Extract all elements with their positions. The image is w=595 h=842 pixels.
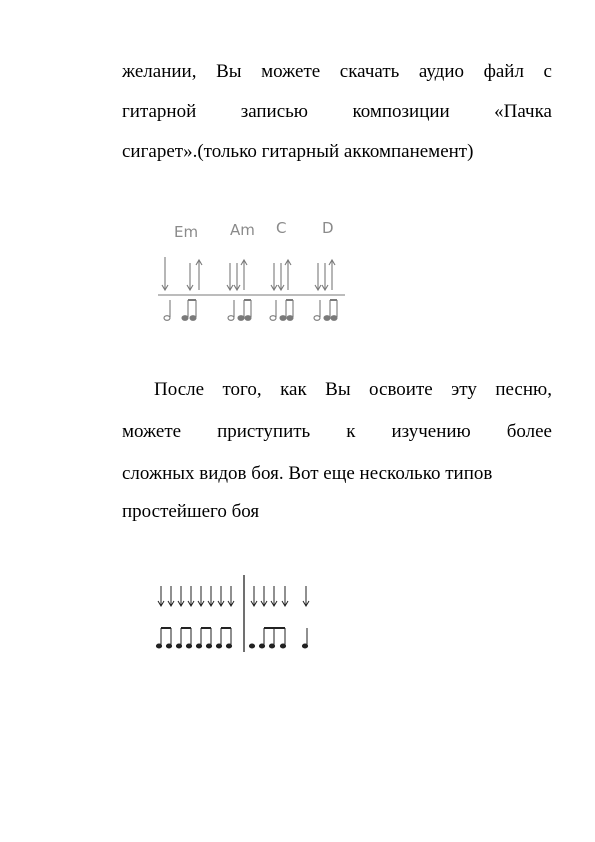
word: с — [543, 61, 552, 82]
word: После — [154, 379, 205, 400]
paragraph-2-line-4: простейшего боя — [122, 501, 260, 522]
word: освоите — [369, 379, 433, 400]
chord-label-am: Am — [230, 221, 255, 239]
word: «Пачка — [494, 101, 552, 122]
chord-label-em: Em — [174, 223, 199, 241]
paragraph-1-line-1 — [122, 60, 552, 84]
strumming-pattern-figure-2 — [150, 570, 320, 660]
word: к — [346, 421, 356, 442]
rhythm-notes — [164, 300, 337, 320]
word: записью — [240, 101, 309, 122]
paragraph-2-line-3: сложных видов боя. Вот еще несколько типов — [122, 463, 493, 484]
word: изучению — [391, 421, 471, 442]
word: Вы — [325, 379, 351, 400]
word: композиции — [352, 101, 450, 122]
word: файл — [483, 61, 524, 82]
paragraph-2-line-1 — [154, 378, 552, 402]
paragraph-1-line-3: сигарет».(только гитарный аккомпанемент) — [122, 141, 474, 162]
word: Вы — [216, 61, 242, 82]
word: гитарной — [122, 101, 197, 122]
chord-label-d: D — [322, 219, 334, 237]
word: можете — [261, 61, 321, 82]
word: как — [280, 379, 307, 400]
paragraph-1-line-2 — [122, 100, 552, 124]
word: желании, — [122, 61, 197, 82]
word: скачать — [339, 61, 400, 82]
word: того, — [222, 379, 262, 400]
word: аудио — [418, 61, 464, 82]
word: эту — [451, 379, 477, 400]
strum-arrows — [158, 257, 345, 295]
word: можете — [122, 421, 182, 442]
chord-label-c: C — [276, 219, 287, 237]
paragraph-2-line-2 — [122, 420, 552, 444]
strumming-pattern-figure-1 — [150, 215, 360, 330]
word: более — [506, 421, 552, 442]
word: песню, — [495, 379, 552, 400]
rhythm-notes — [156, 628, 307, 648]
word: приступить — [217, 421, 311, 442]
